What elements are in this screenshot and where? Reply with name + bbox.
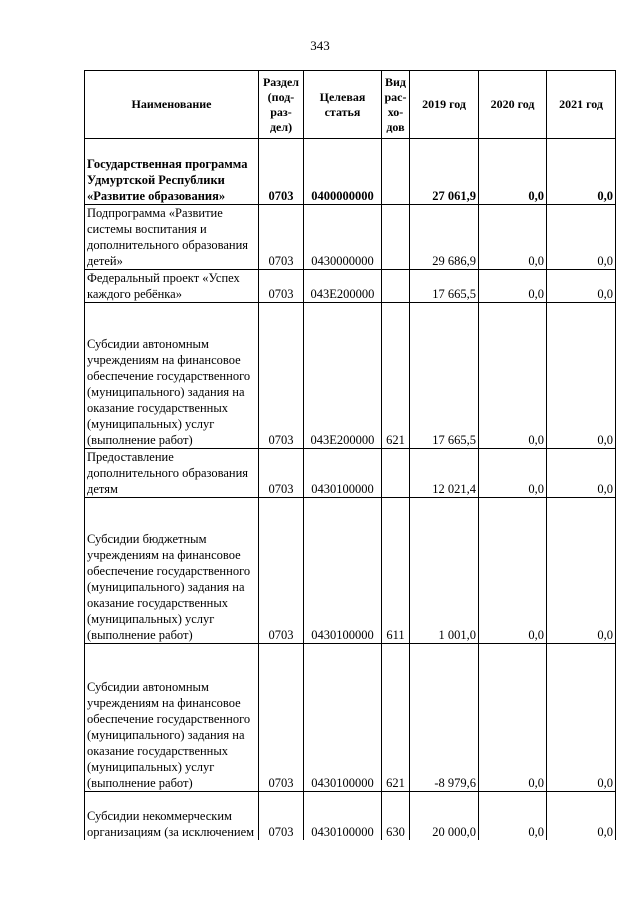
table-row <box>85 644 616 792</box>
row-name: Субсидии некоммерческим организациям (за исключением <box>85 792 259 840</box>
row-2019: 20 000,0 <box>410 792 479 840</box>
row-2020: 0,0 <box>479 498 547 644</box>
page-number: 343 <box>310 38 330 53</box>
row-name: Субсидии автономным учреждениям на финансовое обеспечение государственного (муниципального) задания на оказание государственных (муниципальных) услуг (выполнение работ) <box>85 303 259 449</box>
row-name: Субсидии автономным учреждениям на финансовое обеспечение государственного (муниципального) задания на оказание государственных (муниципальных) услуг (выполнение работ) <box>85 644 259 792</box>
row-2021: 0,0 <box>547 449 616 498</box>
col-header-section: Раздел (под-раз-дел) <box>259 71 304 139</box>
table-row <box>85 139 616 205</box>
row-target: 043E200000 <box>304 270 382 303</box>
row-2019: 27 061,9 <box>410 139 479 205</box>
row-exp-type <box>382 139 410 205</box>
table-row <box>85 498 616 644</box>
row-2020: 0,0 <box>479 449 547 498</box>
row-section: 0703 <box>259 792 304 840</box>
row-section: 0703 <box>259 270 304 303</box>
table-row <box>85 449 616 498</box>
row-section: 0703 <box>259 205 304 270</box>
row-name: Субсидии бюджетным учреждениям на финансовое обеспечение государственного (муниципального) задания на оказание государственных (муниципальных) услуг (выполнение работ) <box>85 498 259 644</box>
col-header-name: Наименование <box>85 71 259 139</box>
row-2021: 0,0 <box>547 270 616 303</box>
table-row <box>85 270 616 303</box>
col-header-target: Целевая статья <box>304 71 382 139</box>
table-row <box>85 205 616 270</box>
row-2021: 0,0 <box>547 303 616 449</box>
row-target: 0430100000 <box>304 498 382 644</box>
row-2019: 29 686,9 <box>410 205 479 270</box>
header-row <box>85 71 616 139</box>
row-exp-type: 611 <box>382 498 410 644</box>
row-2019: 12 021,4 <box>410 449 479 498</box>
row-2021: 0,0 <box>547 644 616 792</box>
row-name: Подпрограмма «Развитие системы воспитания и дополнительного образования детей» <box>85 205 259 270</box>
row-name: Федеральный проект «Успех каждого ребёнка» <box>85 270 259 303</box>
row-name: Предоставление дополнительного образования детям <box>85 449 259 498</box>
row-exp-type: 621 <box>382 303 410 449</box>
row-section: 0703 <box>259 498 304 644</box>
table-row <box>85 792 616 840</box>
row-exp-type <box>382 205 410 270</box>
row-exp-type <box>382 270 410 303</box>
row-section: 0703 <box>259 139 304 205</box>
table-row <box>85 303 616 449</box>
budget-table <box>84 70 616 840</box>
row-2021: 0,0 <box>547 139 616 205</box>
col-header-2021: 2021 год <box>547 71 616 139</box>
row-target: 0430000000 <box>304 205 382 270</box>
col-header-2020: 2020 год <box>479 71 547 139</box>
row-target: 0430100000 <box>304 792 382 840</box>
row-2021: 0,0 <box>547 205 616 270</box>
row-2019: 1 001,0 <box>410 498 479 644</box>
row-2020: 0,0 <box>479 792 547 840</box>
row-2019: 17 665,5 <box>410 270 479 303</box>
row-2020: 0,0 <box>479 270 547 303</box>
row-exp-type: 621 <box>382 644 410 792</box>
row-2020: 0,0 <box>479 644 547 792</box>
row-target: 0430100000 <box>304 644 382 792</box>
row-2020: 0,0 <box>479 205 547 270</box>
row-2021: 0,0 <box>547 498 616 644</box>
row-target: 0400000000 <box>304 139 382 205</box>
row-2020: 0,0 <box>479 139 547 205</box>
col-header-exp-type: Вид рас-хо-дов <box>382 71 410 139</box>
row-exp-type <box>382 449 410 498</box>
row-2019: 17 665,5 <box>410 303 479 449</box>
row-section: 0703 <box>259 644 304 792</box>
row-section: 0703 <box>259 303 304 449</box>
row-2019: -8 979,6 <box>410 644 479 792</box>
row-section: 0703 <box>259 449 304 498</box>
row-exp-type: 630 <box>382 792 410 840</box>
row-2021: 0,0 <box>547 792 616 840</box>
row-2020: 0,0 <box>479 303 547 449</box>
row-name: Государственная программа Удмуртской Республики «Развитие образования» <box>85 139 259 205</box>
col-header-2019: 2019 год <box>410 71 479 139</box>
row-target: 043E200000 <box>304 303 382 449</box>
row-target: 0430100000 <box>304 449 382 498</box>
